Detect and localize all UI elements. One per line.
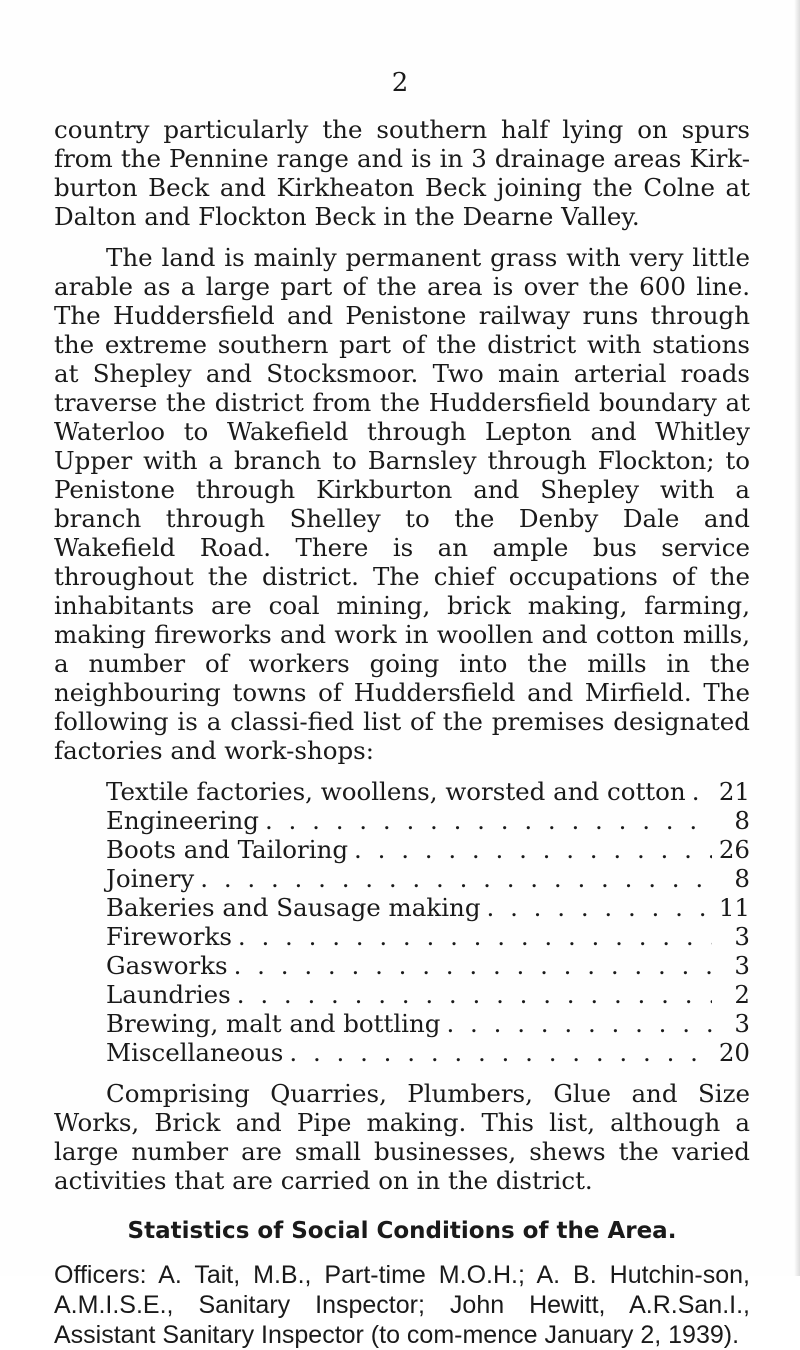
premises-count: 3	[734, 922, 750, 951]
premises-count: 21	[718, 777, 750, 806]
premises-count: 3	[734, 1009, 750, 1038]
dot-leader	[354, 835, 712, 864]
dot-leader	[487, 893, 712, 922]
list-item	[106, 1038, 750, 1067]
dot-leader	[289, 1038, 712, 1067]
premises-count: 3	[734, 951, 750, 980]
premises-label: Gasworks	[106, 951, 228, 980]
page-edge-shadow	[794, 0, 800, 1276]
list-item	[106, 980, 750, 1009]
list-item	[106, 864, 750, 893]
premises-count: 20	[718, 1038, 750, 1067]
dot-leader	[446, 1009, 712, 1038]
page-number: 2	[391, 68, 409, 98]
dot-leader	[237, 980, 712, 1009]
dot-leader	[692, 777, 712, 806]
list-item	[106, 893, 750, 922]
section-heading: Statistics of Social Conditions of the Area.	[127, 1218, 677, 1244]
list-item	[106, 806, 750, 835]
list-item	[106, 951, 750, 980]
list-item	[106, 922, 750, 951]
dot-leader	[265, 806, 712, 835]
premises-label: Laundries	[106, 980, 231, 1009]
premises-count: 8	[734, 806, 750, 835]
list-item	[106, 835, 750, 864]
premises-label: Joinery	[106, 864, 195, 893]
premises-list	[106, 777, 750, 1067]
premises-label: Textile factories, woollens, worsted and cotton	[106, 777, 686, 806]
premises-label: Boots and Tailoring	[106, 835, 349, 864]
premises-count: 11	[718, 893, 750, 922]
dot-leader	[200, 864, 712, 893]
list-item	[106, 1009, 750, 1038]
officers-paragraph: Officers: A. Tait, M.B., Part-time M.O.H.; A. B. Hutchin-son, A.M.I.S.E., Sanitary Inspector; John Hewitt, A.R.San.I., Assistant Sanitary Inspector (to com-mence January 2, 1939).	[54, 1261, 750, 1349]
premises-count: 2	[734, 980, 750, 1009]
premises-label: Engineering	[106, 806, 259, 835]
premises-count: 8	[734, 864, 750, 893]
land-paragraph: The land is mainly permanent grass with very little arable as a large part of the area is over the 600 line. The Huddersfield and Penistone railway runs through the extreme southern part of the district with stations at Shepley and Stocksmoor. Two main arterial roads traverse the district from the Huddersfield boundary at Waterloo to Wakefield through Lepton and Whitley Upper with a branch to Barnsley through Flockton; to Penistone through Kirkburton and Shepley with a branch through Shelley to the Denby Dale and Wakefield Road. There is an ample bus service throughout the district. The chief occupations of the inhabitants are coal mining, brick making, farming, making fireworks and work in woollen and cotton mills, a number of workers going into the mills in the neighbouring towns of Huddersfield and Mirfield. The following is a classi-fied list of the premises designated factories and work-shops:	[54, 243, 750, 765]
dot-leader	[234, 951, 712, 980]
list-item	[106, 777, 750, 806]
premises-label: Brewing, malt and bottling	[106, 1009, 441, 1038]
dot-leader	[238, 922, 712, 951]
comprising-paragraph: Comprising Quarries, Plumbers, Glue and Size Works, Brick and Pipe making. This list, although a large number are small businesses, shews the varied activities that are carried on in the district.	[54, 1079, 750, 1195]
premises-label: Fireworks	[106, 922, 232, 951]
premises-label: Bakeries and Sausage making	[106, 893, 481, 922]
page-content	[54, 115, 750, 1350]
premises-label: Miscellaneous	[106, 1038, 284, 1067]
premises-count: 26	[718, 835, 750, 864]
intro-paragraph: country particularly the southern half lying on spurs from the Pennine range and is in 3 drainage areas Kirk-burton Beck and Kirkheaton Beck joining the Colne at Dalton and Flockton Beck in the Dearne Valley.	[54, 115, 750, 231]
